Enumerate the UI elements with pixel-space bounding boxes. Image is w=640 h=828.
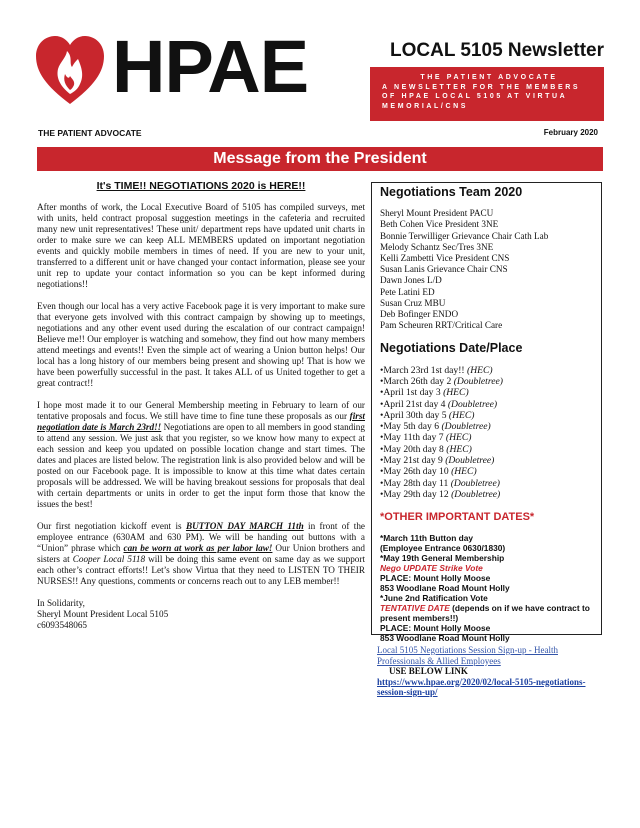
date-item: •May 28th day 11 (Doubletree) <box>380 477 500 489</box>
president-message <box>37 181 365 631</box>
article-paragraph: I hope most made it to our General Membership meeting in February to learn of our tentative proposals and focus. We still have time to fine tune these proposals as our first negotiation date is March 23rd!! Negotiations are open to all members in good standing to attend any session. We just ask that you register, so we know how many to expect at each session and keep you updated on possible location change and start times. The dates and places are listed below. The registration link is also provided below and will be posted on our Facebook page. It is impossible to know at this time what dates certain proposals will be addressed. We will be having breakout sessions for proposals that deal with certain departments or units in order to get the input form those that know the issues the best! <box>37 400 365 509</box>
date-item: •May 20th day 8 (HEC) <box>380 443 472 455</box>
date-item: •May 26th day 10 (HEC) <box>380 466 477 478</box>
description-line: MEMORIAL/CNS <box>382 102 469 110</box>
signup-section <box>371 645 602 698</box>
signup-link[interactable]: Local 5105 Negotiations Session Sign-up - Health Professionals & Allied Employees <box>377 645 558 666</box>
article-paragraph: Our first negotiation kickoff event is BUTTON DAY MARCH 11th in front of the employee entrance (630AM and 630 PM). We will be handing out buttons with a “Union” phrase which can be worn at work as per labor law! Our Union brothers and sisters at Cooper Local 5118 will be doing this same event on same day as we support each other’s contract efforts!! Let’s show Virtua that they need to LISTEN TO THEIR NURSES!! Any questions, comments or concerns reach out to any LEB member!! <box>37 521 365 586</box>
date-item: •March 26th day 2 (Doubletree) <box>380 375 503 387</box>
description-line: A NEWSLETTER FOR THE MEMBERS <box>382 83 581 91</box>
signoff: In Solidarity, Sheryl Mount President Local 5105 c6093548065 <box>37 598 169 630</box>
team-member: Pete Latini ED <box>380 286 435 297</box>
team-member: Bonnie Terwilliger Grievance Chair Cath Lab <box>380 230 549 241</box>
article-headline: It's TIME!! NEGOTIATIONS 2020 is HERE!! <box>96 180 306 192</box>
team-list <box>380 208 595 331</box>
article-paragraph: Even though our local has a very active Facebook page it is very important to make sure that everyone gets involved with this contract campaign by showing up to meetings, negotiations and any other event used during the escalation of our contract campaign! Believe me!! Our employer is watching and somehow, they find out how many members attend meetings and events!! Even the simple act of wearing a Union button helps! Our local has a long history of our members being present and showing up! That is how we have been powerfully successful in the past. It takes ALL of us United together to get a great contract!! <box>37 301 365 388</box>
dates-heading: Negotiations Date/Place <box>380 341 523 356</box>
negotiations-box <box>371 182 602 644</box>
team-member: Dawn Jones L/D <box>380 275 442 286</box>
team-member: Pam Scheuren RRT/Critical Care <box>380 320 503 331</box>
other-dates: *March 11th Button day (Employee Entrance 0630/1830) *May 19th General Membership Nego UPDATE Strike Vote PLACE: Mount Holly Moose 853 Woodlane Road Mount Holly *June 2nd Ratification Vote TENTATIVE DATE (depends on if we have contract to present members!!) PLACE: Mount Holly Moose 853 Woodlane Road Mount Holly <box>380 533 590 644</box>
signup-url[interactable]: https://www.hpae.org/2020/02/local-5105-negotiations-session-sign-up/ <box>377 676 586 697</box>
date-item: •March 23rd 1st day!! (HEC) <box>380 364 493 376</box>
hpae-wordmark: HPAE <box>112 25 309 108</box>
hpae-heart-logo <box>36 36 104 106</box>
newsletter-description-box <box>370 67 604 121</box>
section-banner: Message from the President <box>37 147 603 171</box>
use-below-label: USE BELOW LINK <box>389 666 468 676</box>
article-paragraph: After months of work, the Local Executive Board of 5105 has compiled surveys, met with units, held contract proposal suggestion meetings in the cafeteria and recruited many new unit representatives! These unit/ department reps have updated unit charts in order to make sure we can keep ALL MEMBERS updated on important negotiation events and quickly mobile members in times of need. If you are new to your unit, transferred to a different unit or have changed your contact information, please see your unit rep to update your contact information so you can be kept informed during negotiations!! <box>37 202 365 289</box>
first-negotiation-date: first negotiation date is March 23rd!! <box>37 411 365 432</box>
team-member: Deb Bofinger ENDO <box>380 309 459 320</box>
team-heading: Negotiations Team 2020 <box>380 185 523 199</box>
description-line: THE PATIENT ADVOCATE <box>420 74 558 81</box>
button-day-date: BUTTON DAY MARCH 11th <box>185 521 304 531</box>
description-line: OF HPAE LOCAL 5105 AT VIRTUA <box>382 93 568 100</box>
team-member: Susan Lanis Grievance Chair CNS <box>380 264 508 275</box>
dates-list <box>380 365 595 501</box>
date-item: •April 1st day 3 (HEC) <box>380 387 469 399</box>
date-item: •April 21st day 4 (Doubletree) <box>380 398 498 410</box>
date-item: •May 11th day 7 (HEC) <box>380 432 472 444</box>
team-member: Melody Schantz Sec/Tres 3NE <box>380 241 494 252</box>
logo-tagline: THE PATIENT ADVOCATE <box>38 128 142 138</box>
issue-date: February 2020 <box>543 128 598 137</box>
date-item: •May 29th day 12 (Doubletree) <box>380 488 501 500</box>
date-item: •May 21st day 9 (Doubletree) <box>380 455 495 467</box>
newsletter-title: LOCAL 5105 Newsletter <box>390 40 605 61</box>
date-item: •April 30th day 5 (HEC) <box>380 409 475 421</box>
team-member: Susan Cruz MBU <box>380 297 446 308</box>
other-dates-heading: *OTHER IMPORTANT DATES* <box>380 511 535 524</box>
sidebar <box>371 182 602 698</box>
team-member: Kelli Zambetti Vice President CNS <box>380 253 510 264</box>
date-item: •May 5th day 6 (Doubletree) <box>380 421 491 433</box>
team-member: Sheryl Mount President PACU <box>380 208 494 219</box>
team-member: Beth Cohen Vice President 3NE <box>380 219 499 230</box>
